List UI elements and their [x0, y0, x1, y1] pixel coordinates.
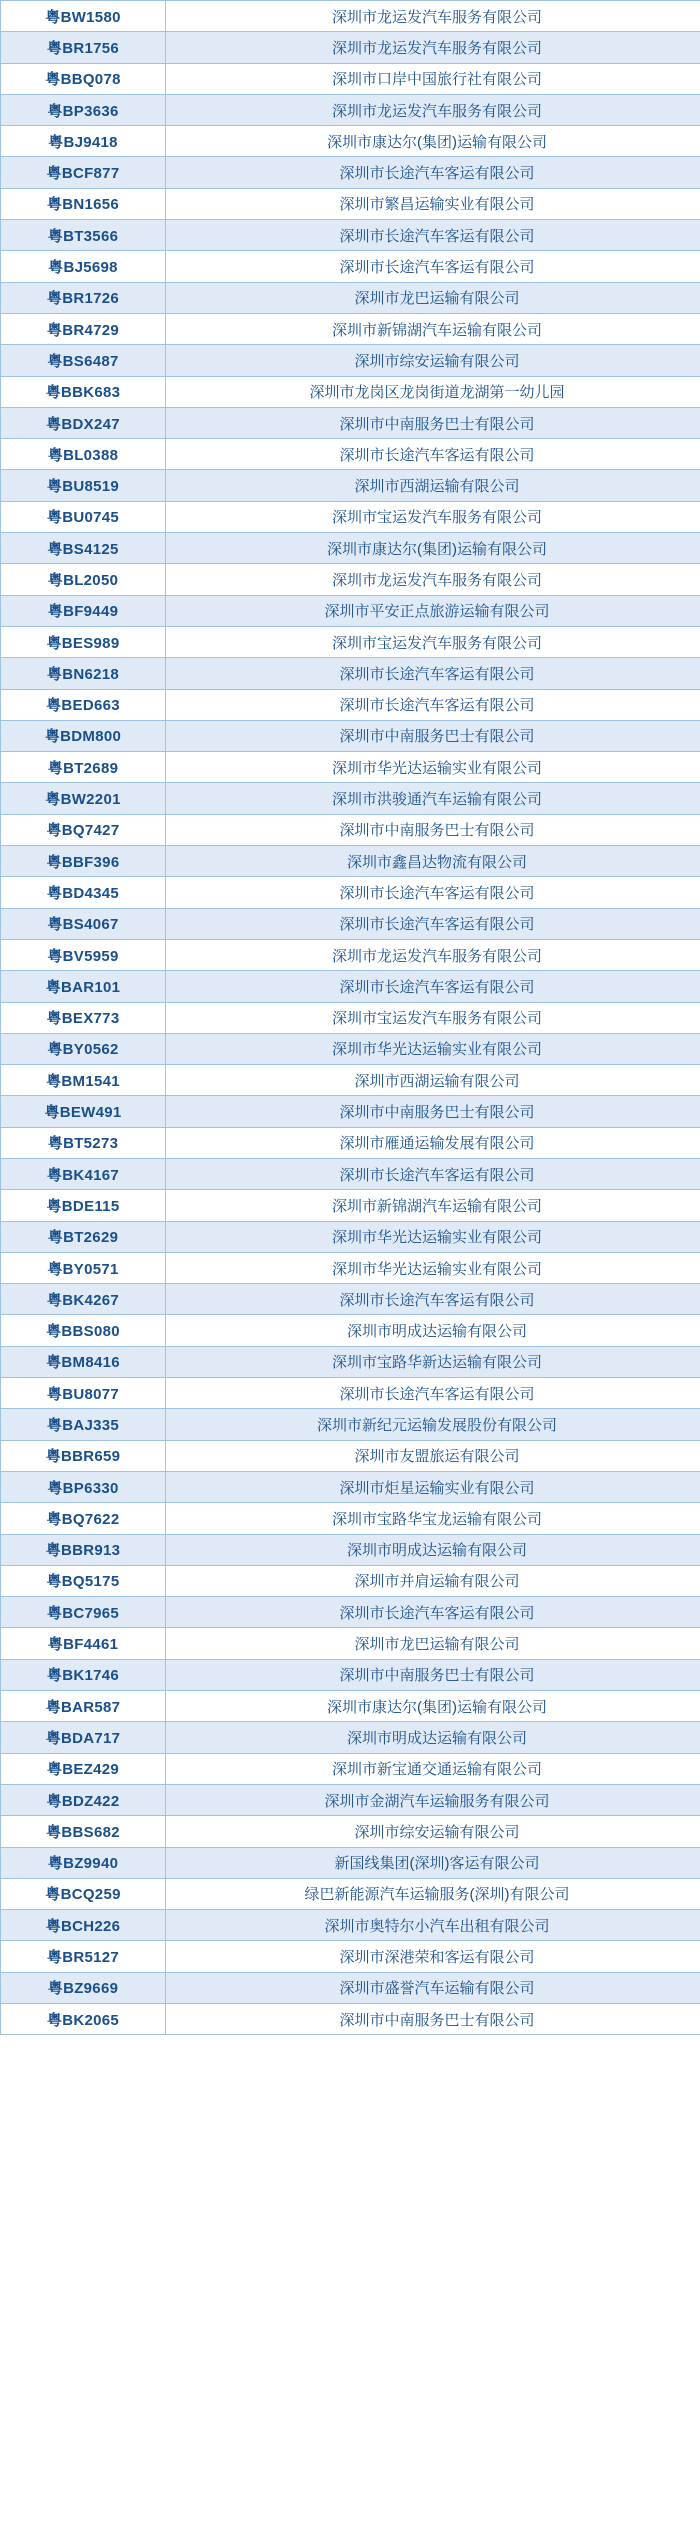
cell-company-name: 深圳市长途汽车客运有限公司 [166, 220, 700, 251]
table-row [1, 846, 700, 877]
cell-company-name: 深圳市新宝通交通运输有限公司 [166, 1753, 700, 1784]
table-row [1, 1065, 700, 1096]
cell-plate-number: 粤BAR587 [1, 1691, 166, 1722]
cell-company-name: 深圳市炬星运输实业有限公司 [166, 1471, 700, 1502]
cell-company-name: 深圳市中南服务巴士有限公司 [166, 1096, 700, 1127]
cell-plate-number: 粤BW1580 [1, 1, 166, 32]
table-row [1, 407, 700, 438]
table-row [1, 1847, 700, 1878]
cell-plate-number: 粤BBS080 [1, 1315, 166, 1346]
cell-company-name: 深圳市新锦湖汽车运输有限公司 [166, 313, 700, 344]
cell-plate-number: 粤BF9449 [1, 595, 166, 626]
table-row [1, 1784, 700, 1815]
cell-company-name: 深圳市长途汽车客运有限公司 [166, 877, 700, 908]
cell-company-name: 深圳市长途汽车客运有限公司 [166, 658, 700, 689]
table-row [1, 1972, 700, 2003]
table-row [1, 1753, 700, 1784]
table-row [1, 720, 700, 751]
cell-company-name: 深圳市龙运发汽车服务有限公司 [166, 32, 700, 63]
cell-company-name: 深圳市明成达运输有限公司 [166, 1722, 700, 1753]
table-row [1, 939, 700, 970]
cell-plate-number: 粤BAR101 [1, 971, 166, 1002]
cell-plate-number: 粤BM1541 [1, 1065, 166, 1096]
cell-plate-number: 粤BU0745 [1, 501, 166, 532]
table-row [1, 626, 700, 657]
cell-company-name: 深圳市雁通运输发展有限公司 [166, 1127, 700, 1158]
cell-plate-number: 粤BES989 [1, 626, 166, 657]
table-row [1, 1, 700, 32]
cell-company-name: 深圳市龙巴运输有限公司 [166, 1628, 700, 1659]
cell-company-name: 深圳市长途汽车客运有限公司 [166, 1284, 700, 1315]
cell-plate-number: 粤BN1656 [1, 188, 166, 219]
cell-plate-number: 粤BBR659 [1, 1440, 166, 1471]
cell-plate-number: 粤BK4267 [1, 1284, 166, 1315]
table-row [1, 1409, 700, 1440]
table-row [1, 1816, 700, 1847]
cell-company-name: 深圳市长途汽车客运有限公司 [166, 251, 700, 282]
table-row [1, 1878, 700, 1909]
cell-company-name: 深圳市宝路华新达运输有限公司 [166, 1346, 700, 1377]
cell-company-name: 深圳市长途汽车客运有限公司 [166, 439, 700, 470]
cell-company-name: 深圳市新锦湖汽车运输有限公司 [166, 1190, 700, 1221]
table-row [1, 1284, 700, 1315]
cell-plate-number: 粤BCH226 [1, 1910, 166, 1941]
cell-plate-number: 粤BP6330 [1, 1471, 166, 1502]
cell-plate-number: 粤BEW491 [1, 1096, 166, 1127]
cell-company-name: 深圳市深港荣和客运有限公司 [166, 1941, 700, 1972]
cell-company-name: 深圳市新纪元运输发展股份有限公司 [166, 1409, 700, 1440]
table-row [1, 470, 700, 501]
table-row [1, 126, 700, 157]
cell-plate-number: 粤BZ9669 [1, 1972, 166, 2003]
table-row [1, 1440, 700, 1471]
table-row [1, 1534, 700, 1565]
cell-company-name: 深圳市长途汽车客运有限公司 [166, 689, 700, 720]
cell-company-name: 深圳市长途汽车客运有限公司 [166, 157, 700, 188]
cell-company-name: 深圳市口岸中国旅行社有限公司 [166, 63, 700, 94]
cell-company-name: 深圳市龙运发汽车服务有限公司 [166, 94, 700, 125]
cell-company-name: 深圳市长途汽车客运有限公司 [166, 1378, 700, 1409]
table-row [1, 251, 700, 282]
cell-company-name: 深圳市洪骏通汽车运输有限公司 [166, 783, 700, 814]
table-row [1, 1941, 700, 1972]
cell-plate-number: 粤BL2050 [1, 564, 166, 595]
table-row [1, 32, 700, 63]
table-row [1, 1315, 700, 1346]
cell-company-name: 深圳市康达尔(集团)运输有限公司 [166, 1691, 700, 1722]
cell-plate-number: 粤BK1746 [1, 1659, 166, 1690]
cell-plate-number: 粤BU8077 [1, 1378, 166, 1409]
cell-plate-number: 粤BBF396 [1, 846, 166, 877]
cell-plate-number: 粤BQ7622 [1, 1503, 166, 1534]
table-row [1, 1158, 700, 1189]
cell-plate-number: 粤BU8519 [1, 470, 166, 501]
table-row [1, 752, 700, 783]
cell-plate-number: 粤BBR913 [1, 1534, 166, 1565]
cell-plate-number: 粤BP3636 [1, 94, 166, 125]
cell-plate-number: 粤BJ9418 [1, 126, 166, 157]
cell-plate-number: 粤BR1756 [1, 32, 166, 63]
cell-plate-number: 粤BR4729 [1, 313, 166, 344]
cell-company-name: 深圳市鑫昌达物流有限公司 [166, 846, 700, 877]
table-row [1, 345, 700, 376]
cell-company-name: 深圳市长途汽车客运有限公司 [166, 1158, 700, 1189]
table-row [1, 1190, 700, 1221]
cell-plate-number: 粤BDA717 [1, 1722, 166, 1753]
cell-plate-number: 粤BDZ422 [1, 1784, 166, 1815]
table-row [1, 1127, 700, 1158]
table-row [1, 595, 700, 626]
cell-plate-number: 粤BT2629 [1, 1221, 166, 1252]
cell-plate-number: 粤BN6218 [1, 658, 166, 689]
cell-plate-number: 粤BJ5698 [1, 251, 166, 282]
table-row [1, 1565, 700, 1596]
cell-company-name: 深圳市奥特尔小汽车出租有限公司 [166, 1910, 700, 1941]
cell-plate-number: 粤BL0388 [1, 439, 166, 470]
cell-company-name: 深圳市华光达运输实业有限公司 [166, 1252, 700, 1283]
cell-plate-number: 粤BT2689 [1, 752, 166, 783]
table-row [1, 814, 700, 845]
cell-company-name: 深圳市明成达运输有限公司 [166, 1315, 700, 1346]
cell-plate-number: 粤BS4067 [1, 908, 166, 939]
table-row [1, 1002, 700, 1033]
cell-company-name: 深圳市综安运输有限公司 [166, 1816, 700, 1847]
table-row [1, 63, 700, 94]
table-row [1, 689, 700, 720]
cell-company-name: 深圳市中南服务巴士有限公司 [166, 720, 700, 751]
cell-company-name: 深圳市中南服务巴士有限公司 [166, 1659, 700, 1690]
cell-company-name: 深圳市龙运发汽车服务有限公司 [166, 1, 700, 32]
cell-plate-number: 粤BC7965 [1, 1597, 166, 1628]
table-row [1, 1378, 700, 1409]
cell-company-name: 深圳市西湖运输有限公司 [166, 1065, 700, 1096]
cell-company-name: 深圳市华光达运输实业有限公司 [166, 1033, 700, 1064]
cell-plate-number: 粤BK4167 [1, 1158, 166, 1189]
table-row [1, 1503, 700, 1534]
cell-plate-number: 粤BY0562 [1, 1033, 166, 1064]
table-row [1, 564, 700, 595]
cell-plate-number: 粤BS4125 [1, 533, 166, 564]
cell-plate-number: 粤BT3566 [1, 220, 166, 251]
cell-plate-number: 粤BEX773 [1, 1002, 166, 1033]
cell-company-name: 深圳市宝路华宝龙运输有限公司 [166, 1503, 700, 1534]
cell-plate-number: 粤BQ7427 [1, 814, 166, 845]
table-row [1, 971, 700, 1002]
cell-company-name: 深圳市龙岗区龙岗街道龙湖第一幼儿园 [166, 376, 700, 407]
cell-plate-number: 粤BF4461 [1, 1628, 166, 1659]
table-row [1, 1628, 700, 1659]
cell-company-name: 深圳市盛誉汽车运输有限公司 [166, 1972, 700, 2003]
table-row [1, 1722, 700, 1753]
cell-plate-number: 粤BV5959 [1, 939, 166, 970]
table-row [1, 1346, 700, 1377]
table-row [1, 439, 700, 470]
cell-plate-number: 粤BCF877 [1, 157, 166, 188]
cell-company-name: 新国线集团(深圳)客运有限公司 [166, 1847, 700, 1878]
cell-plate-number: 粤BQ5175 [1, 1565, 166, 1596]
table-row [1, 658, 700, 689]
table-row [1, 1471, 700, 1502]
cell-company-name: 深圳市西湖运输有限公司 [166, 470, 700, 501]
cell-company-name: 深圳市长途汽车客运有限公司 [166, 908, 700, 939]
cell-company-name: 深圳市中南服务巴士有限公司 [166, 2004, 700, 2035]
cell-plate-number: 粤BZ9940 [1, 1847, 166, 1878]
cell-company-name: 深圳市中南服务巴士有限公司 [166, 814, 700, 845]
cell-company-name: 深圳市并肩运输有限公司 [166, 1565, 700, 1596]
cell-plate-number: 粤BS6487 [1, 345, 166, 376]
cell-plate-number: 粤BAJ335 [1, 1409, 166, 1440]
table-row [1, 313, 700, 344]
cell-company-name: 深圳市华光达运输实业有限公司 [166, 752, 700, 783]
cell-plate-number: 粤BCQ259 [1, 1878, 166, 1909]
table-row [1, 188, 700, 219]
cell-plate-number: 粤BR1726 [1, 282, 166, 313]
table-row [1, 1597, 700, 1628]
cell-company-name: 深圳市龙运发汽车服务有限公司 [166, 939, 700, 970]
cell-plate-number: 粤BR5127 [1, 1941, 166, 1972]
cell-plate-number: 粤BM8416 [1, 1346, 166, 1377]
table-row [1, 1910, 700, 1941]
cell-company-name: 深圳市友盟旅运有限公司 [166, 1440, 700, 1471]
cell-company-name: 深圳市龙巴运输有限公司 [166, 282, 700, 313]
cell-company-name: 绿巴新能源汽车运输服务(深圳)有限公司 [166, 1878, 700, 1909]
cell-company-name: 深圳市宝运发汽车服务有限公司 [166, 501, 700, 532]
table-row [1, 376, 700, 407]
table-row [1, 1691, 700, 1722]
table-row [1, 220, 700, 251]
table-row [1, 2004, 700, 2035]
cell-company-name: 深圳市龙运发汽车服务有限公司 [166, 564, 700, 595]
table-row [1, 1221, 700, 1252]
table-row [1, 533, 700, 564]
table-row [1, 282, 700, 313]
table-row [1, 1659, 700, 1690]
cell-plate-number: 粤BK2065 [1, 2004, 166, 2035]
cell-company-name: 深圳市明成达运输有限公司 [166, 1534, 700, 1565]
cell-plate-number: 粤BDX247 [1, 407, 166, 438]
table-row [1, 1252, 700, 1283]
cell-plate-number: 粤BBK683 [1, 376, 166, 407]
cell-company-name: 深圳市繁昌运输实业有限公司 [166, 188, 700, 219]
table-row [1, 877, 700, 908]
cell-company-name: 深圳市宝运发汽车服务有限公司 [166, 626, 700, 657]
cell-plate-number: 粤BDM800 [1, 720, 166, 751]
cell-company-name: 深圳市康达尔(集团)运输有限公司 [166, 126, 700, 157]
table-row [1, 501, 700, 532]
cell-plate-number: 粤BW2201 [1, 783, 166, 814]
cell-plate-number: 粤BDE115 [1, 1190, 166, 1221]
cell-plate-number: 粤BBS682 [1, 1816, 166, 1847]
cell-company-name: 深圳市宝运发汽车服务有限公司 [166, 1002, 700, 1033]
cell-plate-number: 粤BED663 [1, 689, 166, 720]
cell-plate-number: 粤BEZ429 [1, 1753, 166, 1784]
cell-company-name: 深圳市综安运输有限公司 [166, 345, 700, 376]
cell-plate-number: 粤BD4345 [1, 877, 166, 908]
cell-company-name: 深圳市中南服务巴士有限公司 [166, 407, 700, 438]
cell-plate-number: 粤BT5273 [1, 1127, 166, 1158]
cell-company-name: 深圳市康达尔(集团)运输有限公司 [166, 533, 700, 564]
table-row [1, 94, 700, 125]
table-row [1, 1033, 700, 1064]
table-body [1, 1, 700, 2035]
cell-plate-number: 粤BY0571 [1, 1252, 166, 1283]
cell-company-name: 深圳市平安正点旅游运输有限公司 [166, 595, 700, 626]
cell-company-name: 深圳市华光达运输实业有限公司 [166, 1221, 700, 1252]
table-row [1, 1096, 700, 1127]
cell-company-name: 深圳市金湖汽车运输服务有限公司 [166, 1784, 700, 1815]
table-row [1, 157, 700, 188]
cell-plate-number: 粤BBQ078 [1, 63, 166, 94]
table-row [1, 908, 700, 939]
table-row [1, 783, 700, 814]
cell-company-name: 深圳市长途汽车客运有限公司 [166, 971, 700, 1002]
cell-company-name: 深圳市长途汽车客运有限公司 [166, 1597, 700, 1628]
